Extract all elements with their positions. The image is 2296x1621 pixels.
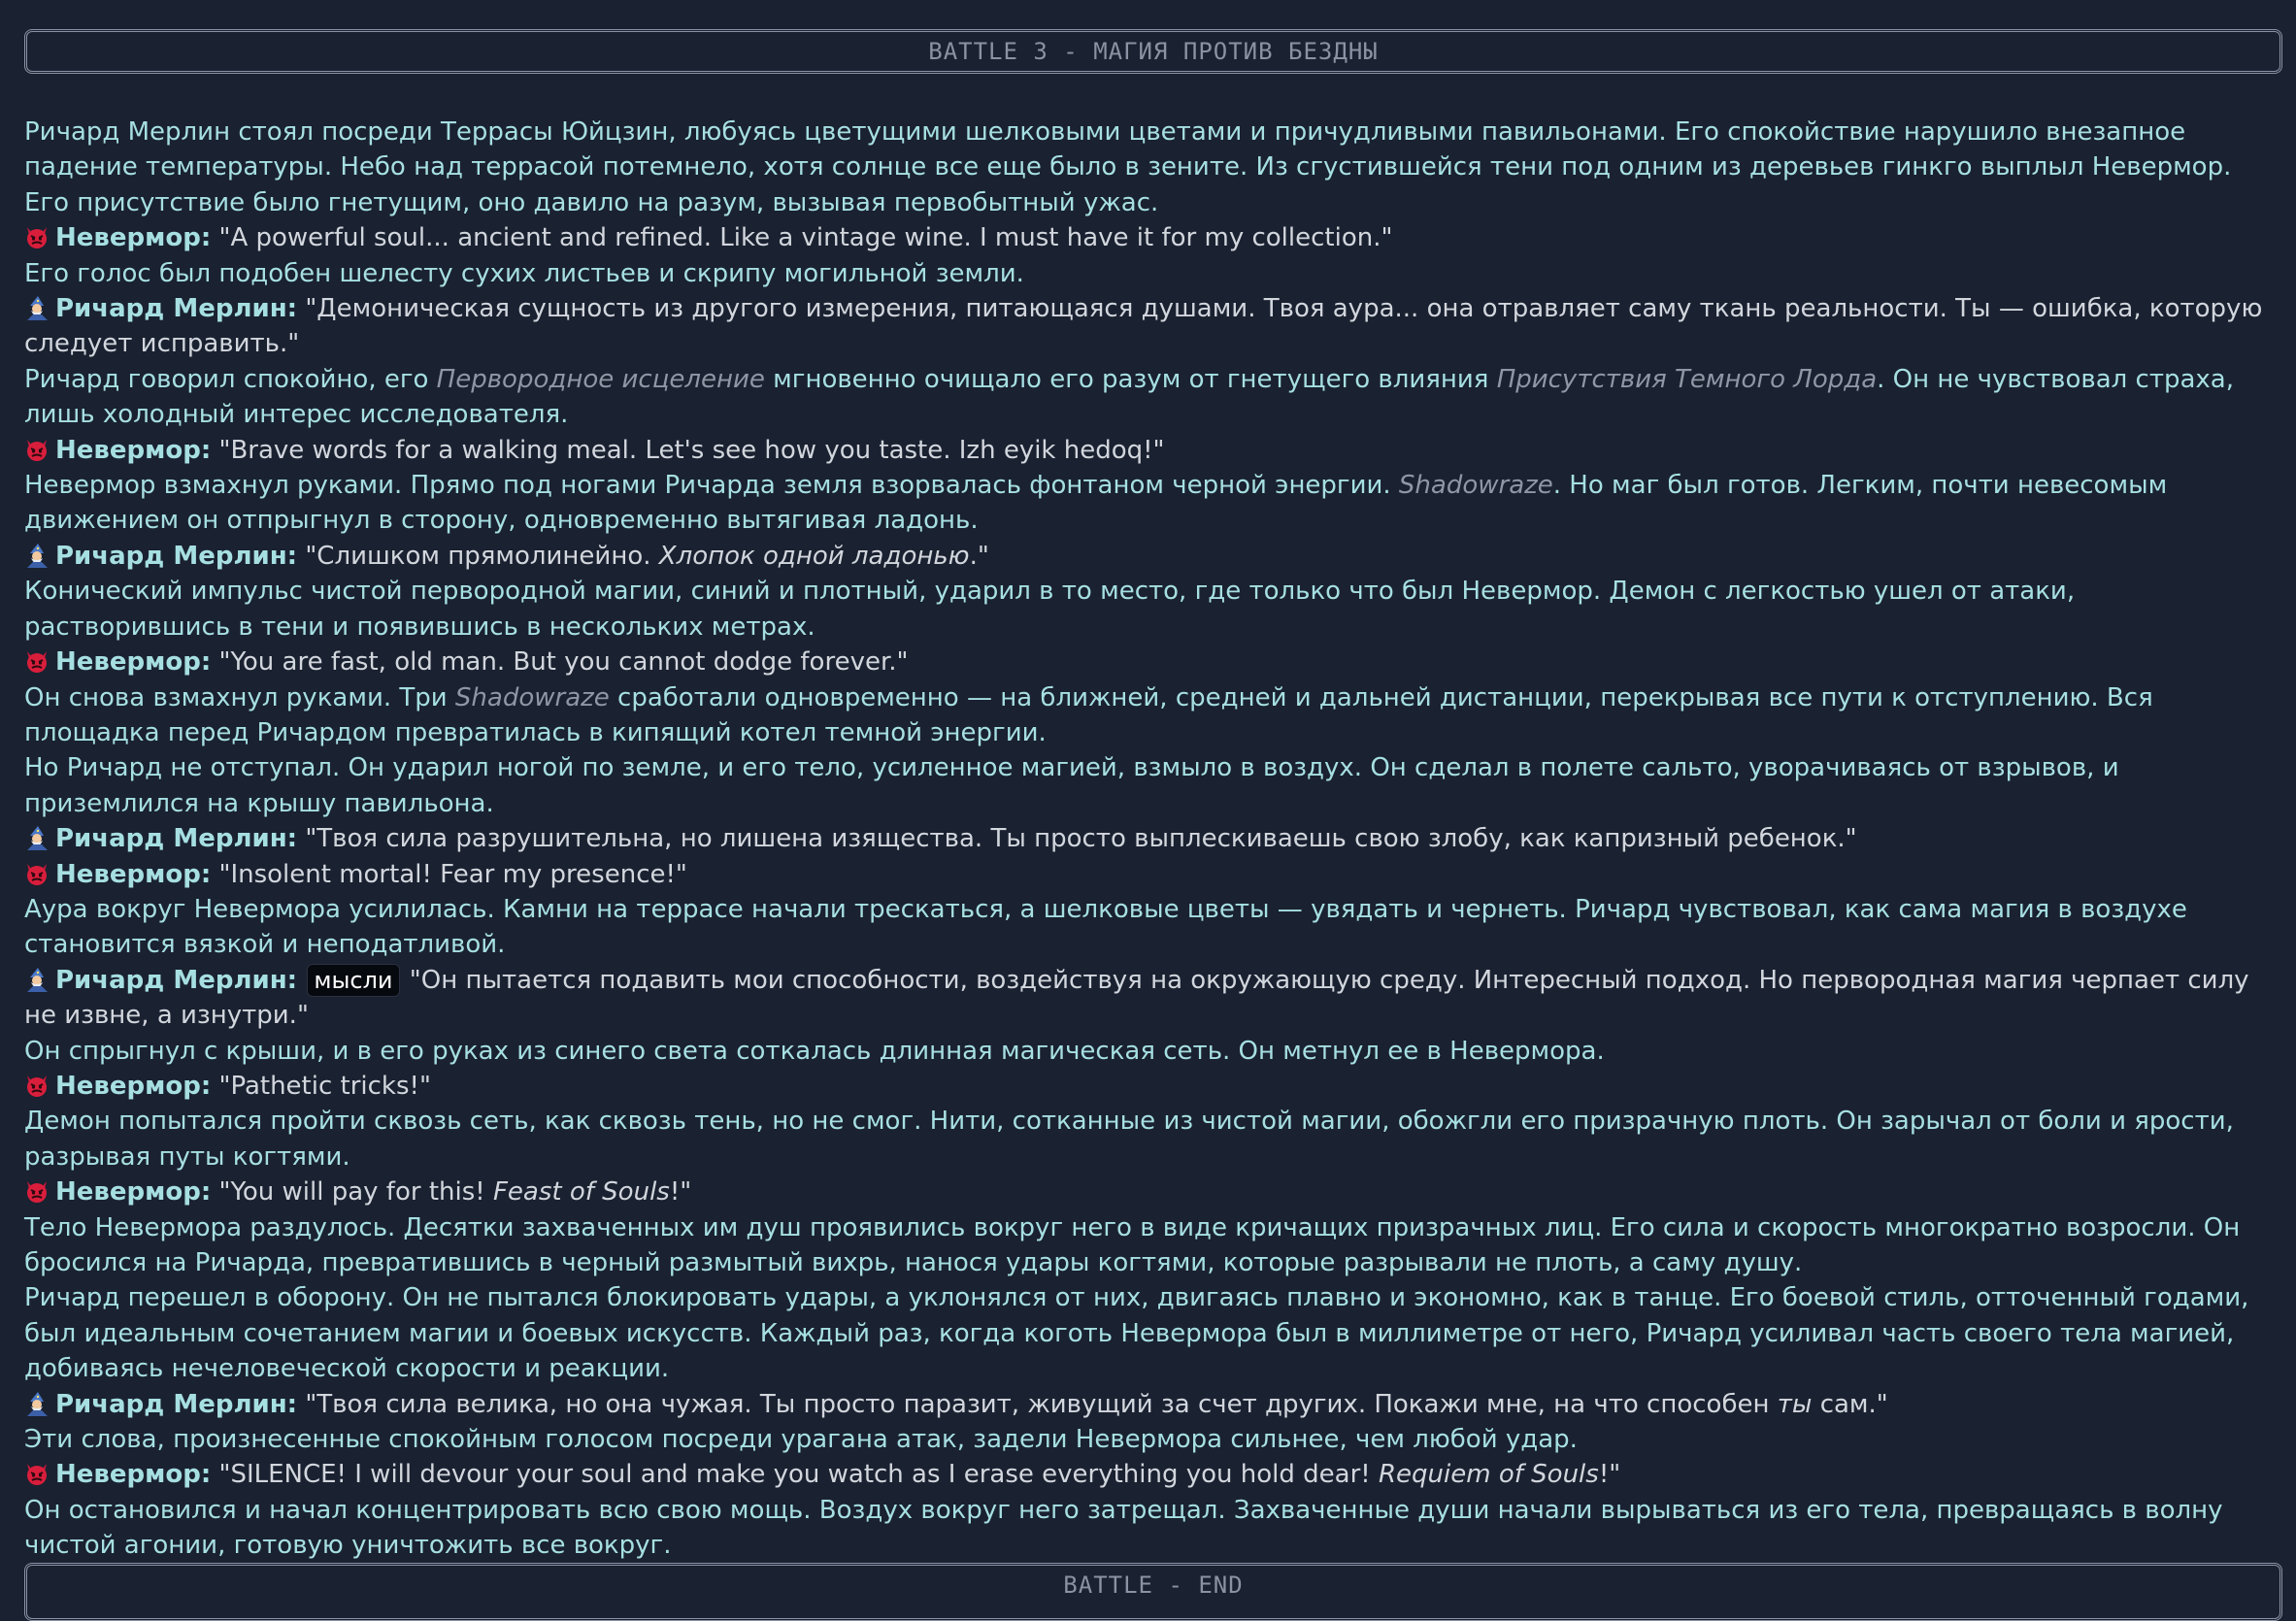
dialogue-line	[24, 433, 2277, 468]
dialogue-text: !"	[669, 1177, 692, 1207]
dialogue-text: "Insolent mortal! Fear my presence!"	[218, 859, 687, 889]
skill-name: Присутствия Темного Лорда	[1496, 364, 1878, 394]
dialogue-text: "Твоя сила велика, но она чужая. Ты просто паразит, живущий за счет других. Покажи мне, на что способен	[305, 1389, 1778, 1419]
speaker-name: Невермор:	[55, 1071, 212, 1101]
narration-line	[24, 1280, 2277, 1386]
narration-line	[24, 680, 2277, 751]
speaker-name: Ричард Мерлин:	[55, 294, 298, 324]
emphasis-text: ты	[1777, 1389, 1813, 1419]
angry-devil-face-icon	[24, 224, 50, 249]
narration-text: Он снова взмахнул руками. Три	[24, 682, 455, 712]
angry-devil-face-icon	[24, 1073, 50, 1098]
dialogue-text: "Brave words for a walking meal. Let's see how you taste. Izh eyik hedoq!"	[218, 435, 1165, 465]
speaker-name: Невермор:	[55, 1460, 212, 1490]
angry-devil-face-icon	[24, 1461, 50, 1486]
dialogue-text: "A powerful soul... ancient and refined. Like a vintage wine. I must have it for my collection."	[218, 223, 1393, 253]
dialogue-text: "Демоническая сущность из другого измерения, питающаяся душами. Твоя аура... она отравляет саму ткань реальности. Ты — ошибка, которую следует исправить."	[24, 294, 2263, 359]
speaker-name: Невермор:	[55, 859, 212, 889]
dialogue-line	[24, 821, 2277, 856]
narration-text: Тело Невермора раздулось. Десятки захваченных им душ проявились вокруг него в виде кричащих призрачных лиц. Его сила и скорость многократно возросли. Он бросился на Ричарда, превратившись в черный размытый вихрь, нанося удары когтями, которые разрывали не плоть, а саму душу.	[24, 1212, 2241, 1277]
narration-text: Ричард говорил спокойно, его	[24, 364, 437, 394]
angry-devil-face-icon	[24, 861, 50, 886]
dialogue-line	[24, 539, 2277, 574]
dialogue-text: сам."	[1812, 1389, 1888, 1419]
dialogue-text: "Pathetic tricks!"	[218, 1071, 431, 1101]
speaker-name: Ричард Мерлин:	[55, 1389, 298, 1419]
speaker-name: Ричард Мерлин:	[55, 541, 298, 571]
battle-log	[24, 115, 2277, 1564]
mage-wizard-icon	[24, 543, 50, 568]
narration-text: Он остановился и начал концентрировать всю свою мощь. Воздух вокруг него затрещал. Захваченные души начали вырываться из его тела, превращаясь в волну чистой агонии, готовую уничтожить все вокруг.	[24, 1495, 2223, 1561]
mage-wizard-icon	[24, 295, 50, 320]
dialogue-text: "Слишком прямолинейно.	[305, 541, 659, 571]
mage-wizard-icon	[24, 967, 50, 992]
skill-name: Shadowraze	[1398, 471, 1553, 501]
battle-header-banner	[24, 29, 2282, 74]
narration-line	[24, 750, 2277, 821]
narration-line	[24, 1210, 2277, 1281]
battle-header-title: BATTLE 3 - МАГИЯ ПРОТИВ БЕЗДНЫ	[928, 38, 1379, 65]
dialogue-line	[24, 645, 2277, 679]
narration-text: Конический импульс чистой первородной магии, синий и плотный, ударил в то место, где только что был Невермор. Демон с легкостью ушел от атаки, растворившись в тени и появившись в нескольких метрах.	[24, 577, 2076, 642]
narration-line	[24, 115, 2277, 220]
mage-wizard-icon	[24, 1391, 50, 1416]
dialogue-line	[24, 220, 2277, 255]
narration-text: . Он не чувствовал страха, лишь холодный интерес исследователя.	[24, 364, 2234, 430]
skill-name: Feast of Souls	[492, 1177, 670, 1207]
narration-line	[24, 1104, 2277, 1174]
dialogue-text: "Он пытается подавить мои способности, воздействуя на окружающую среду. Интересный подход. Но первородная магия черпает силу не извне, а изнутри."	[24, 965, 2249, 1031]
narration-line	[24, 1422, 2277, 1457]
narration-text: мгновенно очищало его разум от гнетущего влияния	[764, 364, 1497, 394]
narration-text: Но Ричард не отступал. Он ударил ногой по земле, и его тело, усиленное магией, взмыло в воздух. Он сделал в полете сальто, уворачиваясь от взрывов, и приземлился на крышу павильона.	[24, 753, 2119, 818]
dialogue-text: ."	[969, 541, 989, 571]
narration-text: сработали одновременно — на ближней, средней и дальней дистанции, перекрывая все пути к отступлению. Вся площадка перед Ричардом превратилась в кипящий котел темной энергии.	[24, 682, 2153, 747]
angry-devil-face-icon	[24, 1178, 50, 1204]
skill-name: Первородное исцеление	[436, 364, 765, 394]
narration-text: Демон попытался пройти сквозь сеть, как сквозь тень, но не смог. Нити, сотканные из чистой магии, обожгли его призрачную плоть. Он зарычал от боли и ярости, разрывая путы когтями.	[24, 1107, 2234, 1172]
narration-line	[24, 468, 2277, 539]
narration-line	[24, 892, 2277, 963]
angry-devil-face-icon	[24, 437, 50, 462]
skill-name: Requiem of Souls	[1378, 1460, 1599, 1490]
narration-line	[24, 1034, 2277, 1069]
speaker-name: Ричард Мерлин:	[55, 965, 298, 995]
dialogue-text: "You are fast, old man. But you cannot dodge forever."	[218, 647, 909, 678]
dialogue-line	[24, 1457, 2277, 1492]
dialogue-line	[24, 1069, 2277, 1104]
narration-line	[24, 362, 2277, 433]
speaker-name: Невермор:	[55, 647, 212, 678]
thought-badge: мысли	[307, 964, 399, 997]
narration-text: Ричард Мерлин стоял посреди Террасы Юйцзин, любуясь цветущими шелковыми цветами и причудливыми павильонами. Его спокойствие нарушило внезапное падение температуры. Небо над террасой потемнело, хотя солнце все еще было в зените. Из сгустившейся тени под одним из деревьев гинкго выплыл Невермор. Его присутствие было гнетущим, оно давило на разум, вызывая первобытный ужас.	[24, 117, 2232, 217]
angry-devil-face-icon	[24, 648, 50, 674]
narration-text: Аура вокруг Невермора усилилась. Камни на террасе начали трескаться, а шелковые цветы — увядать и чернеть. Ричард чувствовал, как сама магия в воздухе становится вязкой и неподатливой.	[24, 894, 2187, 960]
narration-line	[24, 1493, 2277, 1564]
battle-end-title: BATTLE - END	[1063, 1571, 1244, 1599]
narration-text: Невермор взмахнул руками. Прямо под ногами Ричарда земля взорвалась фонтаном черной энергии.	[24, 471, 1399, 501]
dialogue-line	[24, 963, 2277, 1034]
narration-line	[24, 256, 2277, 291]
speaker-name: Ричард Мерлин:	[55, 824, 298, 854]
dialogue-text: "You will pay for this!	[218, 1177, 493, 1207]
narration-text: Он спрыгнул с крыши, и в его руках из синего света соткалась длинная магическая сеть. Он метнул ее в Невермора.	[24, 1036, 1605, 1066]
narration-text: Эти слова, произнесенные спокойным голосом посреди урагана атак, задели Невермора сильнее, чем любой удар.	[24, 1425, 1578, 1455]
dialogue-text: !"	[1598, 1460, 1621, 1490]
speaker-name: Невермор:	[55, 223, 212, 253]
dialogue-line	[24, 857, 2277, 892]
speaker-name: Невермор:	[55, 1177, 212, 1207]
narration-line	[24, 574, 2277, 645]
dialogue-line	[24, 1174, 2277, 1209]
skill-name: Хлопок одной ладонью	[658, 541, 970, 571]
dialogue-line	[24, 291, 2277, 362]
dialogue-text: "SILENCE! I will devour your soul and make you watch as I erase everything you hold dear!	[218, 1460, 1379, 1490]
skill-name: Shadowraze	[454, 682, 610, 712]
narration-text: Ричард перешел в оборону. Он не пытался блокировать удары, а уклонялся от них, двигаясь плавно и экономно, как в танце. Его боевой стиль, отточенный годами, был идеальным сочетанием магии и боевых искусств. Каждый раз, когда коготь Невермора был в миллиметре от него, Ричард усиливал часть своего тела магией, добиваясь нечеловеческой скорости и реакции.	[24, 1283, 2249, 1384]
narration-text: . Но маг был готов. Легким, почти невесомым движением он отпрыгнул в сторону, одновременно вытягивая ладонь.	[24, 471, 2168, 536]
dialogue-text: "Твоя сила разрушительна, но лишена изящества. Ты просто выплескиваешь свою злобу, как капризный ребенок."	[305, 824, 1857, 854]
speaker-name: Невермор:	[55, 435, 212, 465]
mage-wizard-icon	[24, 825, 50, 850]
narration-text: Его голос был подобен шелесту сухих листьев и скрипу могильной земли.	[24, 258, 1024, 288]
battle-end-banner	[24, 1563, 2282, 1621]
dialogue-line	[24, 1387, 2277, 1422]
